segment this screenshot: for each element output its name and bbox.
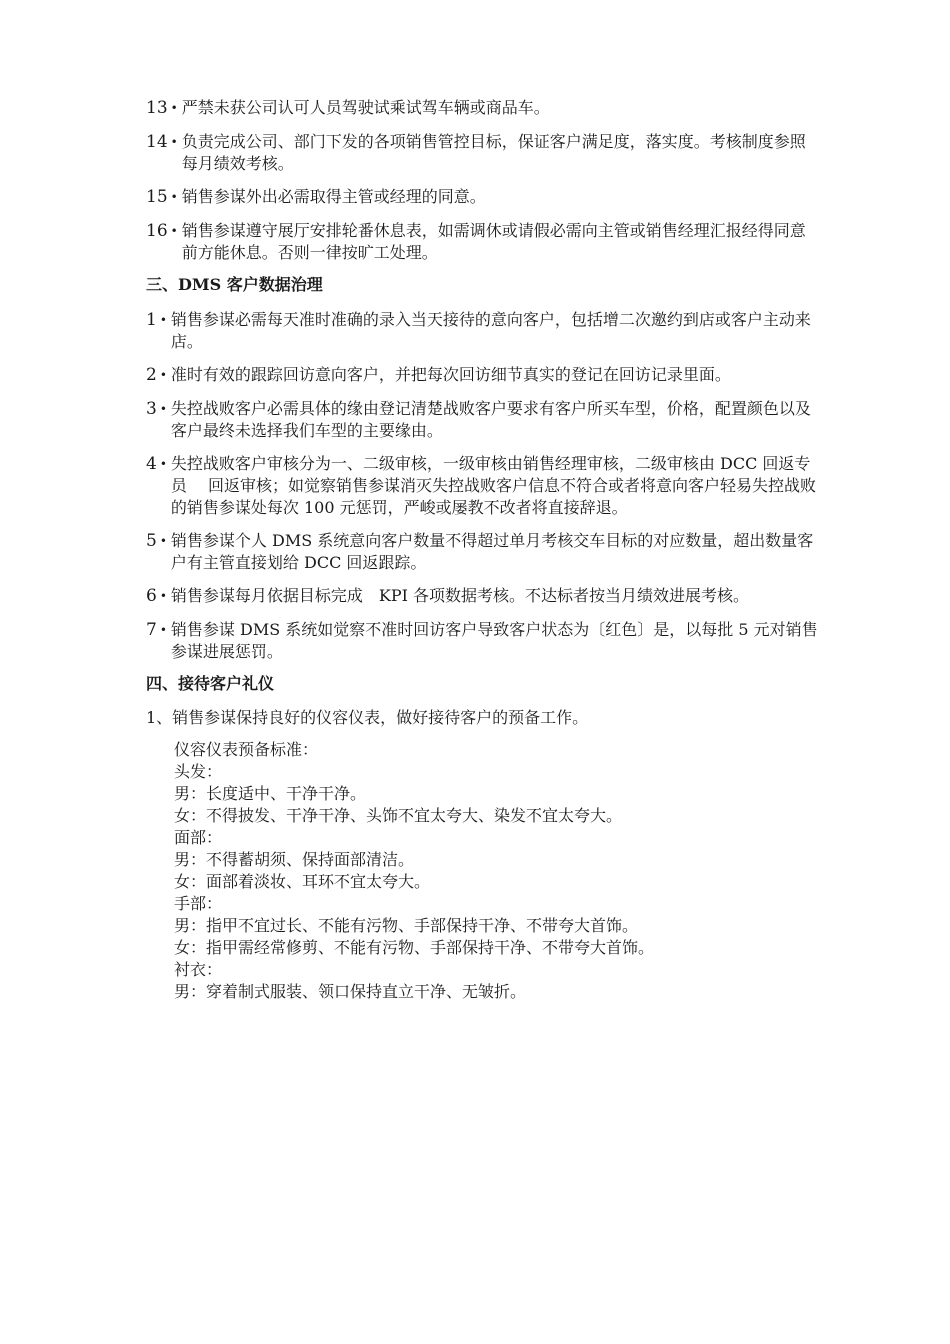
bullet-icon: • <box>159 589 167 603</box>
document-page <box>146 96 818 1003</box>
standard-line: 面部： <box>174 828 223 847</box>
item-text: 失控战败客户必需具体的缘由登记清楚战败客户要求有客户所买车型，价格，配置颜色以及客户最终未选择我们车型的主要缘由。 <box>170 399 811 440</box>
item-number: 4 <box>146 454 157 474</box>
item-number: 16 <box>146 221 168 241</box>
item-text: 销售参谋 DMS 系统如觉察不准时回访客户导致客户状态为〔红色〕是，以每批 5 元对销售参谋进展惩罚。 <box>170 620 818 661</box>
list-item <box>146 529 818 574</box>
list-item <box>146 96 818 120</box>
rules-list-b <box>146 308 818 663</box>
bullet-icon: • <box>170 224 178 238</box>
list-item <box>146 397 818 442</box>
list-item <box>146 308 818 353</box>
item-text: 负责完成公司、部门下发的各项销售管控目标，保证客户满足度，落实度。考核制度参照每月绩效考核。 <box>181 132 806 173</box>
bullet-icon: • <box>170 190 178 204</box>
item-number: 14 <box>146 132 168 152</box>
appearance-standards <box>174 739 818 1003</box>
standard-line: 衬衣： <box>174 960 223 979</box>
item-text: 销售参谋必需每天准时准确的录入当天接待的意向客户，包括增二次邀约到店或客户主动来店。 <box>170 310 811 351</box>
bullet-icon: • <box>170 135 178 149</box>
standard-line: 男：不得蓄胡须、保持面部清洁。 <box>174 850 415 869</box>
item-text: 严禁未获公司认可人员驾驶试乘试驾车辆或商品车。 <box>181 98 550 117</box>
standard-line: 男：穿着制式服装、领口保持直立干净、无皱折。 <box>174 982 527 1001</box>
bullet-icon: • <box>159 457 167 471</box>
item-number: 15 <box>146 187 168 207</box>
list-item <box>146 185 818 209</box>
item-text: 销售参谋每月依据目标完成 KPI 各项数据考核。不达标者按当月绩效进展考核。 <box>170 586 750 605</box>
list-item <box>146 618 818 663</box>
standard-line: 女：面部着淡妆、耳环不宜太夸大。 <box>174 872 431 891</box>
item-number: 13 <box>146 98 168 118</box>
list-item <box>146 452 818 519</box>
section-heading-etiquette: 四、接待客户礼仪 <box>146 674 275 693</box>
item-text: 准时有效的跟踪回访意向客户，并把每次回访细节真实的登记在回访记录里面。 <box>170 365 731 384</box>
item-number: 5 <box>146 531 157 551</box>
bullet-icon: • <box>159 313 167 327</box>
item-number: 1 <box>146 310 157 330</box>
standard-line: 男：指甲不宜过长、不能有污物、手部保持干净、不带夸大首饰。 <box>174 916 639 935</box>
list-item <box>146 130 818 175</box>
standard-line: 头发： <box>174 762 223 781</box>
standard-line: 女：指甲需经常修剪、不能有污物、手部保持干净、不带夸大首饰。 <box>174 938 655 957</box>
item-number: 2 <box>146 365 157 385</box>
item-text: 失控战败客户审核分为一、二级审核，一级审核由销售经理审核，二级审核由 DCC 回返专员 回返审核；如觉察销售参谋消灭失控战败客户信息不符合或者将意向客户轻易失控战败的销售参谋处每次 100 元惩罚，严峻或屡教不改者将直接辞退。 <box>170 454 816 517</box>
rules-list-a <box>146 96 818 264</box>
item-text: 销售参谋外出必需取得主管或经理的同意。 <box>181 187 486 206</box>
item-number: 3 <box>146 399 157 419</box>
list-item <box>146 363 818 387</box>
item-text: 销售参谋个人 DMS 系统意向客户数量不得超过单月考核交车目标的对应数量，超出数量客户有主管直接划给 DCC 回返跟踪。 <box>170 531 814 572</box>
bullet-icon: • <box>159 368 167 382</box>
bullet-icon: • <box>170 101 178 115</box>
standard-line: 男：长度适中、干净干净。 <box>174 784 367 803</box>
list-item <box>146 219 818 264</box>
etiquette-intro: 1、销售参谋保持良好的仪容仪表，做好接待客户的预备工作。 <box>146 708 589 727</box>
standard-line: 手部： <box>174 894 223 913</box>
item-number: 7 <box>146 620 157 640</box>
standard-line: 仪容仪表预备标准： <box>174 740 319 759</box>
item-text: 销售参谋遵守展厅安排轮番休息表，如需调休或请假必需向主管或销售经理汇报经得同意前方能休息。否则一律按旷工处理。 <box>181 221 806 262</box>
list-item <box>146 584 818 608</box>
bullet-icon: • <box>159 623 167 637</box>
standard-line: 女：不得披发、干净干净、头饰不宜太夸大、染发不宜太夸大。 <box>174 806 623 825</box>
section-heading-dms: 三、DMS 客户数据治理 <box>146 275 323 294</box>
bullet-icon: • <box>159 402 167 416</box>
item-number: 6 <box>146 586 157 606</box>
bullet-icon: • <box>159 534 167 548</box>
